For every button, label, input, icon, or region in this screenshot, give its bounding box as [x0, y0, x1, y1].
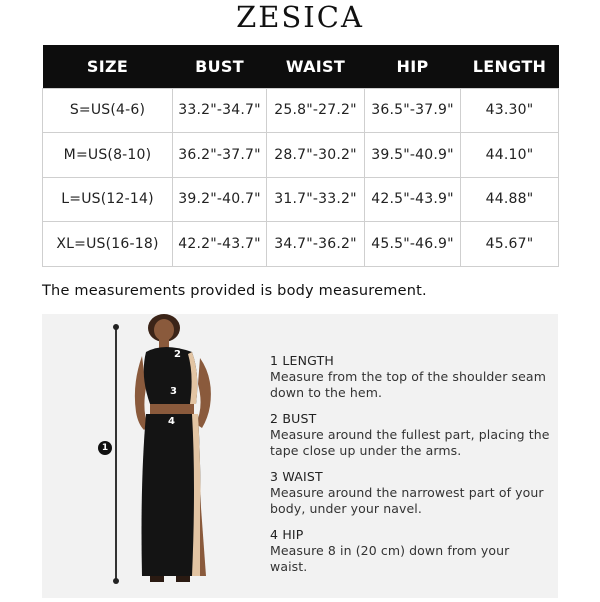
table-cell: 25.8"-27.2" — [267, 88, 365, 133]
instruction-text: Measure from the top of the shoulder seam down to the hem. — [270, 369, 546, 400]
table-cell: 31.7"-33.2" — [267, 177, 365, 222]
column-header-length: LENGTH — [461, 45, 559, 88]
table-row — [43, 133, 559, 178]
measurement-instructions — [270, 352, 550, 584]
waist-marker: 3 — [170, 386, 177, 397]
instruction-text: Measure around the fullest part, placing the tape close up under the arms. — [270, 427, 550, 458]
size-chart-table — [42, 45, 559, 267]
instruction-bust — [270, 410, 550, 458]
table-cell: 33.2"-34.7" — [173, 88, 267, 133]
table-header-row — [43, 45, 559, 88]
table-cell: 34.7"-36.2" — [267, 222, 365, 267]
table-cell: 39.2"-40.7" — [173, 177, 267, 222]
model-figure — [42, 314, 242, 598]
table-cell: 45.67" — [461, 222, 559, 267]
hip-marker: 4 — [168, 416, 175, 427]
table-cell: 36.2"-37.7" — [173, 133, 267, 178]
length-measure-line — [115, 326, 117, 582]
model-illustration — [42, 314, 242, 598]
table-cell: 39.5"-40.9" — [365, 133, 461, 178]
table-cell: XL=US(16-18) — [43, 222, 173, 267]
instruction-text: Measure 8 in (20 cm) down from your waist. — [270, 543, 510, 574]
instruction-waist — [270, 468, 550, 516]
column-header-bust: BUST — [173, 45, 267, 88]
measurement-note: The measurements provided is body measurement. — [42, 283, 427, 299]
column-header-hip: HIP — [365, 45, 461, 88]
brand-logo: ZESICA — [236, 0, 364, 34]
table-row — [43, 88, 559, 133]
table-cell: 42.2"-43.7" — [173, 222, 267, 267]
table-cell: 45.5"-46.9" — [365, 222, 461, 267]
length-bottom-dot — [113, 578, 119, 584]
table-cell: M=US(8-10) — [43, 133, 173, 178]
table-cell: 43.30" — [461, 88, 559, 133]
length-top-dot — [113, 324, 119, 330]
table-cell: S=US(4-6) — [43, 88, 173, 133]
table-row — [43, 177, 559, 222]
table-cell: 36.5"-37.9" — [365, 88, 461, 133]
instruction-title: 1 LENGTH — [270, 353, 335, 368]
table-cell: 28.7"-30.2" — [267, 133, 365, 178]
instruction-length — [270, 352, 550, 400]
measurement-guide-panel — [42, 314, 558, 598]
length-badge: 1 — [98, 441, 112, 455]
instruction-title: 3 WAIST — [270, 469, 323, 484]
table-cell: 44.10" — [461, 133, 559, 178]
table-cell: L=US(12-14) — [43, 177, 173, 222]
instruction-text: Measure around the narrowest part of your body, under your navel. — [270, 485, 544, 516]
column-header-waist: WAIST — [267, 45, 365, 88]
instruction-title: 4 HIP — [270, 527, 304, 542]
column-header-size: SIZE — [43, 45, 173, 88]
table-cell: 42.5"-43.9" — [365, 177, 461, 222]
instruction-title: 2 BUST — [270, 411, 317, 426]
bust-marker: 2 — [174, 349, 181, 360]
instruction-hip — [270, 526, 550, 574]
table-row — [43, 222, 559, 267]
table-cell: 44.88" — [461, 177, 559, 222]
